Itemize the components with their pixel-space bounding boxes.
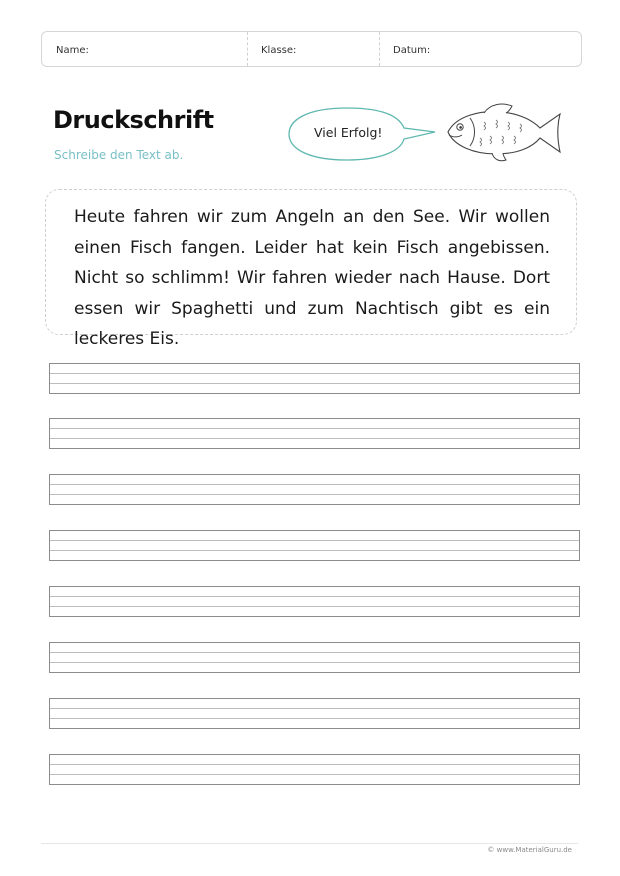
copy-text: Heute fahren wir zum Angeln an den See. Wir wollen einen Fisch fangen. Leider hat kein Fisch angebissen. Nicht so schlimm! Wir fahren wieder nach Hause. Dort essen wir Spaghetti und zum Nachtisch gibt es ein leckeres Eis. bbox=[74, 207, 550, 349]
writing-line[interactable] bbox=[49, 363, 580, 394]
date-label: Datum: bbox=[393, 45, 431, 56]
class-field[interactable] bbox=[247, 32, 379, 66]
writing-line[interactable] bbox=[49, 530, 580, 561]
writing-line[interactable] bbox=[49, 586, 580, 617]
date-field[interactable] bbox=[379, 32, 581, 66]
header-box bbox=[41, 31, 582, 67]
instruction-subtitle: Schreibe den Text ab. bbox=[54, 148, 184, 162]
writing-line[interactable] bbox=[49, 642, 580, 673]
writing-line[interactable] bbox=[49, 754, 580, 785]
writing-line[interactable] bbox=[49, 418, 580, 449]
name-field[interactable] bbox=[42, 32, 247, 66]
name-label: Name: bbox=[56, 45, 89, 56]
writing-line[interactable] bbox=[49, 474, 580, 505]
footer-divider bbox=[41, 843, 578, 844]
speech-bubble-text: Viel Erfolg! bbox=[314, 125, 383, 140]
class-label: Klasse: bbox=[261, 45, 297, 56]
text-box bbox=[45, 189, 577, 349]
page-title: Druckschrift bbox=[53, 106, 214, 134]
copyright-text: © www.MaterialGuru.de bbox=[487, 846, 572, 854]
fish-icon bbox=[440, 102, 570, 164]
writing-line[interactable] bbox=[49, 698, 580, 729]
